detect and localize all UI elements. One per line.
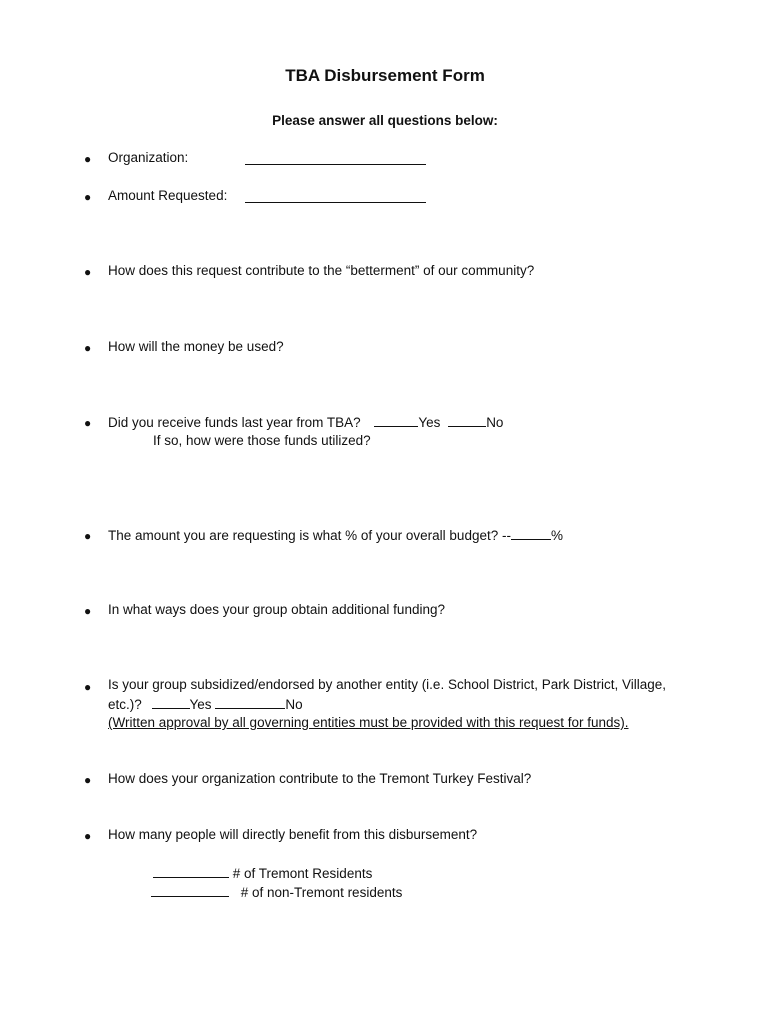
question-turkey-festival: How does your organization contribute to the Tremont Turkey Festival? <box>108 771 532 786</box>
bullet-icon: ● <box>84 529 92 543</box>
bullet-icon: ● <box>84 265 92 279</box>
bullet-icon: ● <box>84 773 92 787</box>
subsidized-yes-blank[interactable] <box>152 696 190 709</box>
form-subtitle: Please answer all questions below: <box>272 113 498 128</box>
non-tremont-residents-blank[interactable] <box>151 884 229 897</box>
yes-label: Yes <box>189 697 212 712</box>
funds-last-year-text: Did you receive funds last year from TBA? <box>108 415 361 430</box>
yes-label: Yes <box>418 415 441 430</box>
bullet-icon: ● <box>84 341 92 355</box>
question-subsidized-line2 <box>108 696 303 712</box>
no-label: No <box>486 415 504 430</box>
funds-yes-blank[interactable] <box>374 414 418 427</box>
budget-percent-blank[interactable] <box>511 527 551 540</box>
tremont-residents-blank[interactable] <box>153 865 229 878</box>
bullet-icon: ● <box>84 680 92 694</box>
no-label: No <box>285 697 303 712</box>
form-title: TBA Disbursement Form <box>285 66 485 85</box>
organization-field[interactable] <box>245 152 426 165</box>
non-tremont-residents-row <box>151 884 402 900</box>
question-funds-utilized: If so, how were those funds utilized? <box>153 433 371 448</box>
question-money-used: How will the money be used? <box>108 339 284 354</box>
tremont-residents-row <box>153 865 372 881</box>
budget-percent-text: The amount you are requesting is what % of your overall budget? -- <box>108 528 511 543</box>
bullet-icon: ● <box>84 829 92 843</box>
amount-requested-field[interactable] <box>245 190 426 203</box>
bullet-icon: ● <box>84 152 92 166</box>
question-funds-last-year <box>108 414 503 430</box>
bullet-icon: ● <box>84 604 92 618</box>
question-betterment: How does this request contribute to the “betterment” of our community? <box>108 263 535 278</box>
amount-requested-label: Amount Requested: <box>108 188 228 203</box>
non-tremont-residents-label: # of non-Tremont residents <box>240 885 403 900</box>
question-budget-percent <box>108 527 563 543</box>
bullet-icon: ● <box>84 416 92 430</box>
question-subsidized: Is your group subsidized/endorsed by another entity (i.e. School District, Park District, Village, <box>108 677 667 692</box>
percent-label: % <box>550 528 563 543</box>
bullet-icon: ● <box>84 190 92 204</box>
question-people-benefit: How many people will directly benefit from this disbursement? <box>108 827 478 842</box>
question-additional-funding: In what ways does your group obtain additional funding? <box>108 602 445 617</box>
subsidized-no-blank[interactable] <box>215 696 285 709</box>
subsidized-etc-text: etc.)? <box>108 697 142 712</box>
approval-note: (Written approval by all governing entities must be provided with this request for funds). <box>108 715 629 730</box>
tremont-residents-label: # of Tremont Residents <box>232 866 373 881</box>
organization-label: Organization: <box>108 150 189 165</box>
funds-no-blank[interactable] <box>448 414 486 427</box>
